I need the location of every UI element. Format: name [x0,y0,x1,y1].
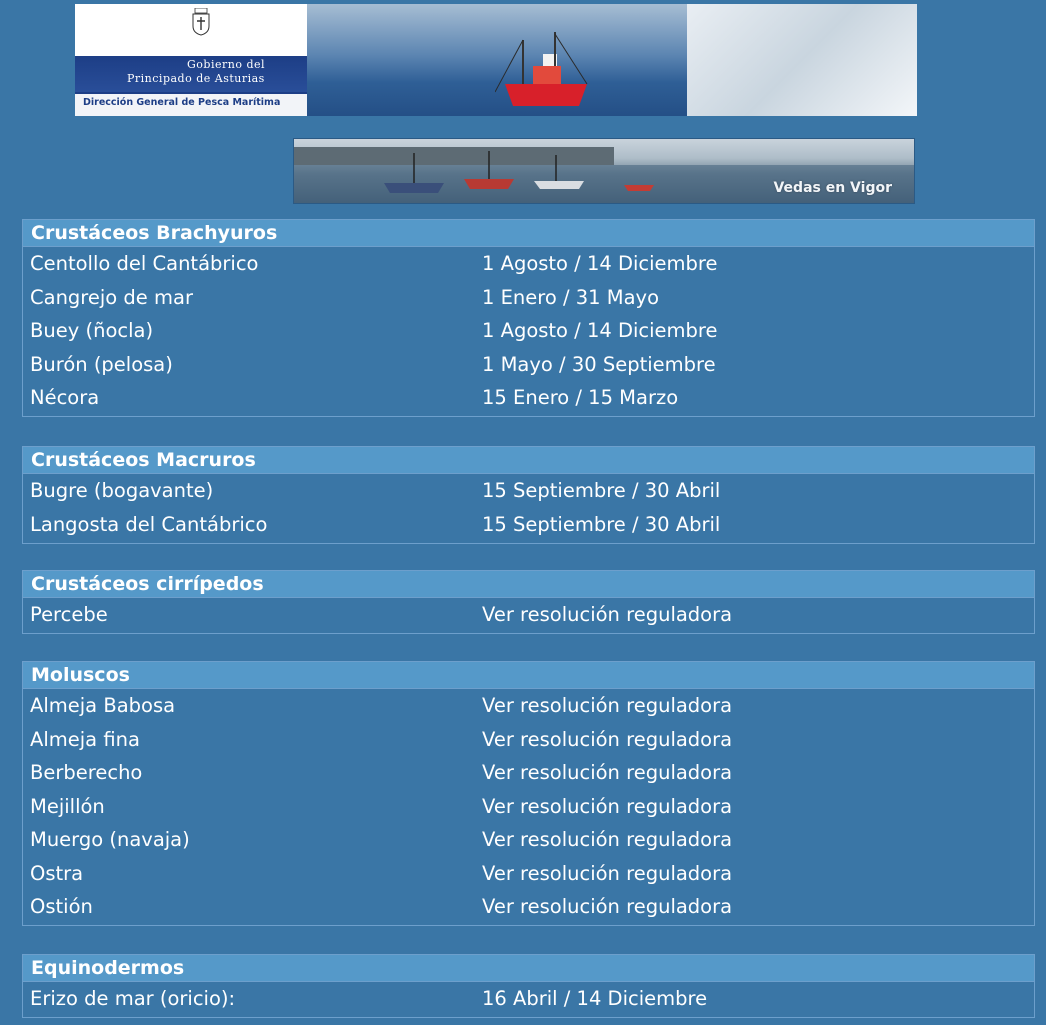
closed-season-period: 15 Septiembre / 30 Abril [482,512,721,536]
table-row [23,281,1034,315]
gov-line1: Gobierno del [187,58,266,71]
table-row [23,790,1034,824]
closed-season-period: Ver resolución reguladora [482,727,733,751]
table-row [23,247,1034,281]
species-name: Muergo (navaja) [30,828,190,851]
closed-season-period: Ver resolución reguladora [482,895,733,918]
closed-season-period: Ver resolución reguladora [482,794,733,818]
gov-line2: Principado de Asturias [127,72,265,85]
closed-season-period: 1 Agosto / 14 Diciembre [482,252,718,275]
species-name: Almeja fina [30,727,140,751]
table-row [23,381,1034,416]
species-name: Langosta del Cantábrico [30,512,268,536]
direction-title: Dirección General de Pesca Marítima [83,97,281,108]
species-name: Berberecho [30,761,143,784]
closed-season-period: 1 Mayo / 30 Septiembre [482,352,716,376]
table-row [23,982,1034,1017]
species-name: Mejillón [30,794,105,818]
asturias-shield-icon [191,8,211,36]
table-row [23,508,1034,543]
table-row [23,474,1034,508]
section-crustaceos-macruros [22,446,1035,544]
fishing-boat-icon [495,32,595,112]
species-name: Erizo de mar (oricio): [30,987,236,1010]
species-name: Cangrejo de mar [30,285,193,309]
species-name: Ostra [30,861,84,885]
section-moluscos [22,661,1035,926]
table-row [23,823,1034,857]
table-row [23,756,1034,790]
closed-season-period: 15 Septiembre / 30 Abril [482,479,721,502]
closed-season-period: Ver resolución reguladora [482,694,733,717]
closed-season-period: Ver resolución reguladora [482,828,733,851]
table-row [23,723,1034,757]
species-name: Almeja Babosa [30,694,176,717]
species-name: Ostión [30,895,93,918]
section-equinodermos [22,954,1035,1018]
closed-season-period: Ver resolución reguladora [482,861,733,885]
species-name: Nécora [30,386,100,409]
species-name: Percebe [30,603,108,626]
table-row [23,348,1034,382]
banner-title: Vedas en Vigor [773,180,892,196]
header-banner [75,4,917,116]
section-crustaceos-cirripedos [22,570,1035,634]
closed-season-period: 1 Enero / 31 Mayo [482,285,660,309]
table-row [23,314,1034,348]
section-title: Crustáceos Brachyuros [23,220,1034,247]
table-row [23,857,1034,891]
section-crustaceos-brachyuros [22,219,1035,417]
section-title: Moluscos [23,662,1034,689]
species-name: Buey (ñocla) [30,319,154,342]
banner-fish-crates-image [687,4,917,116]
table-row [23,890,1034,925]
closed-season-period: Ver resolución reguladora [482,761,733,784]
closed-season-period: 1 Agosto / 14 Diciembre [482,319,718,342]
section-title: Equinodermos [23,955,1034,982]
closed-season-period: Ver resolución reguladora [482,603,733,626]
species-name: Burón (pelosa) [30,352,173,376]
table-row [23,598,1034,633]
closed-season-period: 15 Enero / 15 Marzo [482,386,679,409]
harbor-banner [293,138,915,204]
closed-season-period: 16 Abril / 14 Diciembre [482,987,708,1010]
species-name: Bugre (bogavante) [30,479,214,502]
section-title: Crustáceos cirrípedos [23,571,1034,598]
species-name: Centollo del Cantábrico [30,252,259,275]
table-row [23,689,1034,723]
section-title: Crustáceos Macruros [23,447,1034,474]
